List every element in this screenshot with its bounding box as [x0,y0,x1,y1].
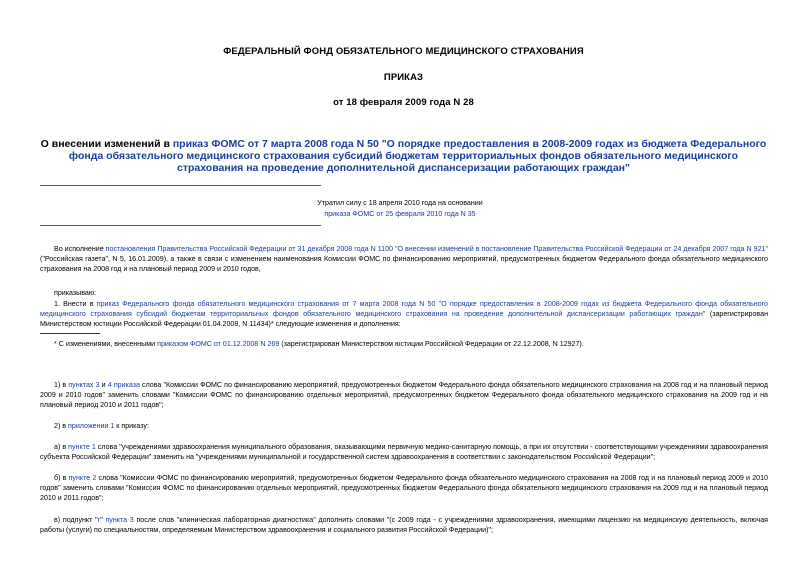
item-1-text-1: 1. Внести в [54,300,97,308]
doc-date-number: от 18 февраля 2009 года N 28 [333,97,474,108]
subitem-1-link-1[interactable]: пунктах 3 [68,381,100,389]
intro-link[interactable]: постановления Правительства Российской Федерации от 31 декабря 2008 года N 1100 "О внесении изменений в постановление Правительства Российской Федерации от 24 декабря 2007 года N 921" [105,245,768,253]
subitem-2b-text-1: б) в [54,474,69,482]
subitem-2 [54,421,768,431]
subitem-2b [40,473,768,503]
subitem-1 [40,380,768,410]
footnote-divider [40,333,100,334]
subitem-2v-text-1: в) подпункт " [54,516,98,524]
item-1-link[interactable]: приказ Федерального фонда обязательного медицинского страхования от 7 марта 2008 года N 50 "О порядке предоставления в 2008-2009 годах из бюджета Федерального фонда обязательного медицинского страхования субсидий бюджетам территориальных фондов обязательного медицинского страхования на проведение дополнительной диспансеризации работающих граждан" [40,300,768,318]
subitem-1-text-1: 1) в [54,381,69,389]
subitem-2a-text-1: а) в [54,443,69,451]
subitem-2v-text-3: после слов "клиническая лабораторная диагностика" дополнить словами "(с 2009 года - с учреждениями здравоохранения, имеющими лицензию на медицинскую деятельность, включая работы (услуги) по специальностям, определяемым Министерством здравоохранения и социального развития Российской Федерации)"; [40,516,768,534]
subitem-1-link-2[interactable]: 4 приказа [107,381,140,389]
divider-top [40,185,321,186]
divider-bottom [40,225,321,226]
footnote-link[interactable]: приказом ФОМС от 01.12.2008 N 269 [157,340,280,348]
subitem-2a-link[interactable]: пункте 1 [68,443,96,451]
intro-text-1: Во исполнение [54,245,106,253]
footnote-text-2: (зарегистрирован Министерством юстиции Российской Федерации от 22.12.2008, N 12927). [279,340,584,348]
item-1-text-2: (зарегистрирован Министерством юстиции Российской Федерации 01.04.2008, N 11434)* следующие изменения и дополнения: [40,310,768,328]
subitem-2v-link-2[interactable]: пункта 3 [105,516,134,524]
footnote-text-1: * С изменениями, внесенными [54,340,158,348]
subitem-2-link[interactable]: приложении 1 [68,422,115,430]
org-name: ФЕДЕРАЛЬНЫЙ ФОНД ОБЯЗАТЕЛЬНОГО МЕДИЦИНСКОГО СТРАХОВАНИЯ [223,46,584,57]
intro-text-2: ("Российская газета", N 5, 16.01.2009), а также в связи с изменением наименования Комиссии ФОМС по финансированию мероприятий, предусмотренных бюджетом Федерального фонда обязательного медицинского страхования на 2008 год и на плановый период 2009 и 2010 годов, [40,255,768,273]
subitem-1-text-3: слова "Комиссии ФОМС по финансированию мероприятий, предусмотренных бюджетом Федерального фонда обязательного медицинского страхования на 2008 год и на плановый период 2009 и 2010 годов" заменить словами "Комиссии ФОМС по финансированию отдельных мероприятий, предусмотренных бюджетом Федерального фонда обязательного медицинского страхования на 2009 год и на плановый период 2010 и 2011 годов"; [40,381,768,409]
subitem-2-text-1: 2) в [54,422,69,430]
subitem-2v [40,515,768,535]
doc-type: ПРИКАЗ [383,72,424,83]
intro-paragraph [40,244,768,274]
subitem-2v-link-1[interactable]: г [97,516,101,524]
subitem-2b-text-2: слова "Комиссии ФОМС по финансированию мероприятий, предусмотренных бюджетом Федерального фонда обязательного медицинского страхования на 2008 год и на плановый период 2009 и 2010 годов" заменить словами "Комиссия ФОМС по финансированию отдельных мероприятий, предусмотренных бюджетом Федерального фонда обязательного медицинского страхования на 2009 год и на плановый период 2010 и 2011 годов"; [40,474,768,502]
item-1 [40,299,768,329]
title-prefix: О внесении изменений в [40,138,173,150]
subitem-2a-text-2: слова "учреждениями здравоохранения муниципального образования, оказывающими первичную медико-санитарную помощь, а при их отсутствии - соответствующими учреждениями здравоохранения субъекта Российской Федерации" заменить на "учреждениями муниципальной и государственной систем здравоохранения в соответствии с законодательством Российской Федерации"; [40,443,768,461]
subitem-2v-text-2: " [100,516,106,524]
title-link[interactable]: приказ ФОМС от 7 марта 2008 года N 50 "О порядке предоставления в 2008-2009 годах из бюджета Федерального фонда обязательного медицинского страхования субсидий бюджетам территориальных фондов обязательного медицинского страхования на проведение дополнительной диспансеризации работающих граждан" [68,138,767,174]
subitem-1-text-2: и [99,381,108,389]
prikazyvayu: приказываю: [54,289,97,297]
subitem-2a [40,442,768,462]
footnote [54,339,768,349]
subitem-2b-link[interactable]: пункте 2 [68,474,97,482]
document-title [40,138,767,174]
status-note-link[interactable]: приказа ФОМС от 25 февраля 2010 года N 35 [324,210,476,218]
status-note [190,198,610,220]
status-note-text: Утратил силу с 18 апреля 2010 года на основании [317,199,483,207]
subitem-2-text-2: к приказу: [114,422,149,430]
